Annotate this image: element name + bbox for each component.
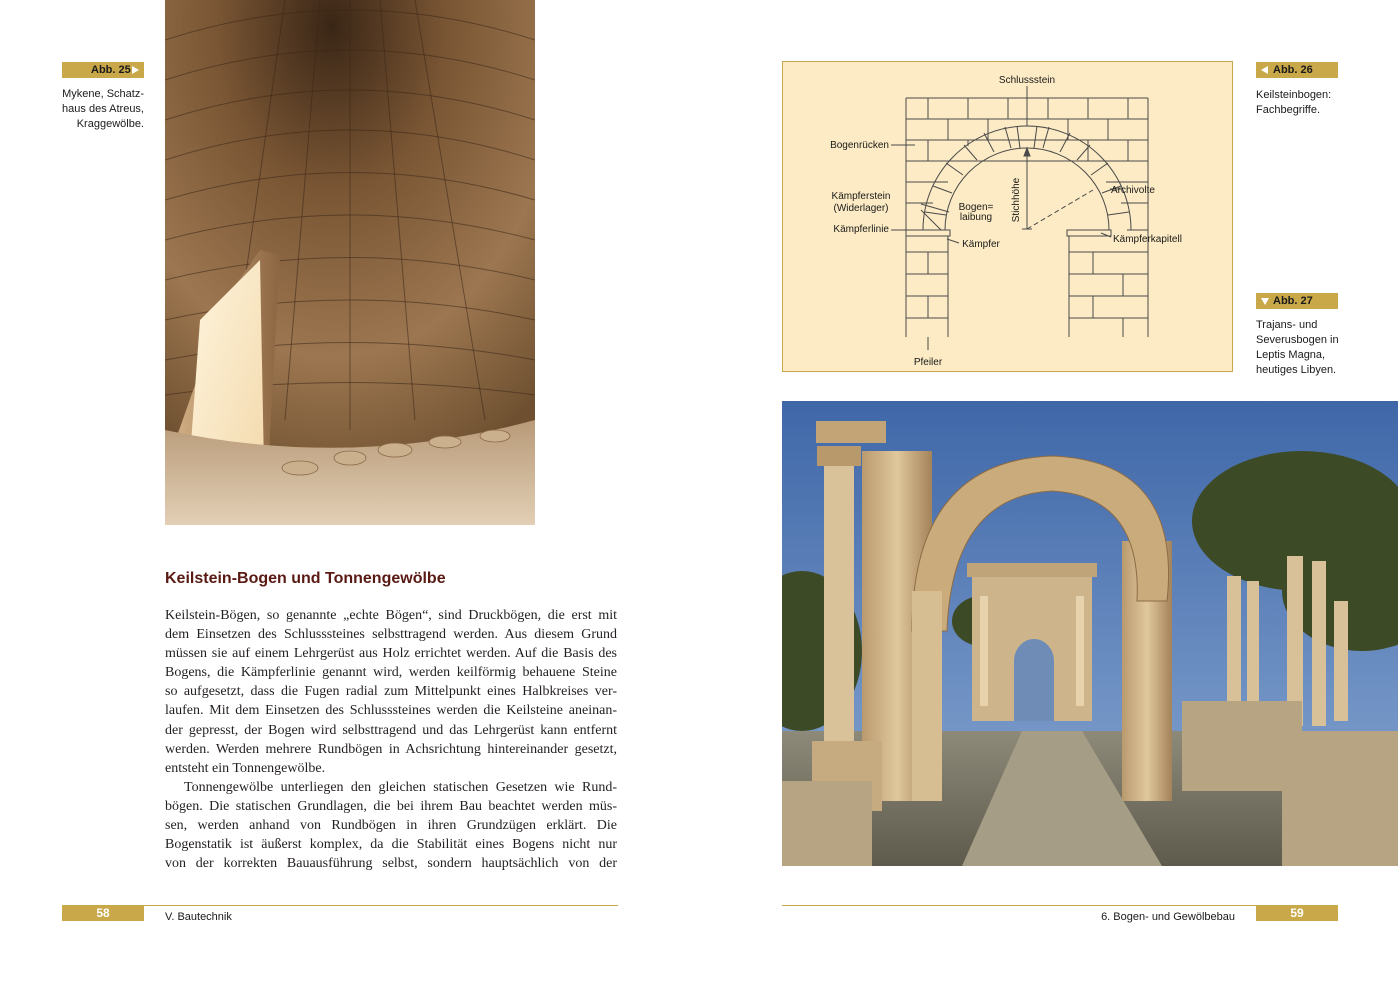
text-line: müssen sie auf einem Lehrgerüst aus Holz errichtet werden. Auf die Basis des bbox=[165, 646, 617, 662]
text-line: sen, werden anhand von Rundbögen in ihren Grundzügen erklärt. Die bbox=[165, 818, 617, 834]
photo-treasury-of-atreus bbox=[165, 0, 535, 525]
caption-line: Keilsteinbogen: bbox=[1256, 89, 1332, 101]
text-line: laufen. Mit dem Einsetzen des Schlusssteines werden die Keilsteine aneinan- bbox=[165, 703, 617, 719]
page-number: 58 bbox=[62, 906, 144, 921]
text-line: Tonnengewölbe unterliegen den gleichen statischen Gesetzen wie Rund- bbox=[184, 779, 617, 795]
figure-tag-label: Abb. 25 bbox=[91, 64, 131, 76]
figure-caption-abb-27 bbox=[1256, 318, 1339, 378]
caption-line: haus des Atreus, bbox=[62, 103, 144, 115]
label-kaempferstein: Kämpferstein bbox=[831, 191, 891, 202]
caption-line: Leptis Magna, bbox=[1256, 349, 1326, 361]
text-line: Keilstein-Bögen, so genannte „echte Bögen“, sind Druckbögen, die erst mit bbox=[165, 608, 617, 623]
text-line: werden. Werden mehrere Rundbögen in Achsrichtung hintereinander gesetzt, bbox=[165, 741, 617, 757]
label-widerlager: (Widerlager) bbox=[833, 203, 889, 214]
arrow-right-icon bbox=[132, 66, 139, 74]
label-pfeiler: Pfeiler bbox=[913, 357, 943, 368]
diagram-keilsteinbogen bbox=[782, 61, 1233, 372]
label-schlussstein: Schlussstein bbox=[998, 75, 1056, 86]
footer-rule bbox=[62, 905, 618, 906]
figure-tag-label: Abb. 27 bbox=[1273, 295, 1313, 307]
arrow-down-icon bbox=[1261, 298, 1269, 305]
label-bogenlaibung-2: laibung bbox=[959, 212, 993, 223]
caption-line: Trajans- und bbox=[1256, 319, 1318, 331]
text-line: dem Einsetzen des Schlusssteines selbsttragend werden. Aus diesem Grund bbox=[165, 627, 617, 643]
text-line: von der korrekten Bauausführung selbst, sondern hauptsächlich von der bbox=[165, 856, 617, 872]
text-line: Bogenstatik ist äußerst komplex, da die Stabilität eines Bogens nicht nur bbox=[165, 837, 617, 853]
caption-line: Mykene, Schatz- bbox=[62, 88, 144, 100]
label-bogenlaibung-1: Bogen= bbox=[958, 202, 994, 213]
section-heading: Keilstein-Bogen und Tonnengewölbe bbox=[165, 570, 446, 587]
figure-caption-abb-25 bbox=[62, 87, 144, 132]
figure-caption-abb-26 bbox=[1256, 88, 1331, 118]
arrow-left-icon bbox=[1261, 66, 1268, 74]
label-kaempferlinie: Kämpferlinie bbox=[833, 224, 889, 235]
caption-line: Kraggewölbe. bbox=[76, 118, 144, 130]
running-head: V. Bautechnik bbox=[165, 911, 232, 923]
figure-tag-label: Abb. 26 bbox=[1273, 64, 1313, 76]
caption-line: heutiges Libyen. bbox=[1256, 364, 1337, 376]
right-page bbox=[700, 0, 1400, 988]
page-number: 59 bbox=[1256, 906, 1338, 921]
label-stichhoehe: Stichhöhe bbox=[1011, 177, 1022, 223]
figure-tag-abb-26 bbox=[1256, 62, 1338, 78]
body-text bbox=[165, 606, 617, 873]
label-kaempfer: Kämpfer bbox=[962, 239, 1000, 250]
label-kaempferkapitell: Kämpferkapitell bbox=[1113, 234, 1182, 245]
caption-line: Fachbegriffe. bbox=[1256, 104, 1321, 116]
label-archivolte: Archivolte bbox=[1111, 185, 1155, 196]
figure-tag-abb-25 bbox=[62, 62, 144, 78]
footer-rule bbox=[782, 905, 1338, 906]
text-line: der gepresst, der Bogen wird selbsttragend und das Lehrgerüst kann entfernt bbox=[165, 722, 617, 738]
text-line: so aufgesetzt, dass die Fugen radial zum Mittelpunkt eines Halbkreises ver- bbox=[165, 684, 617, 700]
figure-tag-abb-27 bbox=[1256, 293, 1338, 309]
text-line: bögen. Die statischen Grundlagen, die bei ihrem Bau beachtet werden müs- bbox=[165, 798, 617, 814]
label-bogenruecken: Bogenrücken bbox=[830, 140, 889, 151]
running-head: 6. Bogen- und Gewölbebau bbox=[1101, 911, 1235, 923]
text-line: entsteht ein Tonnengewölbe. bbox=[165, 760, 326, 776]
text-line: Bogens, die Kämpferlinie genannt wird, werden keilförmig behauene Steine bbox=[165, 665, 617, 681]
caption-line: Severusbogen in bbox=[1256, 334, 1339, 346]
photo-leptis-magna bbox=[782, 401, 1398, 866]
